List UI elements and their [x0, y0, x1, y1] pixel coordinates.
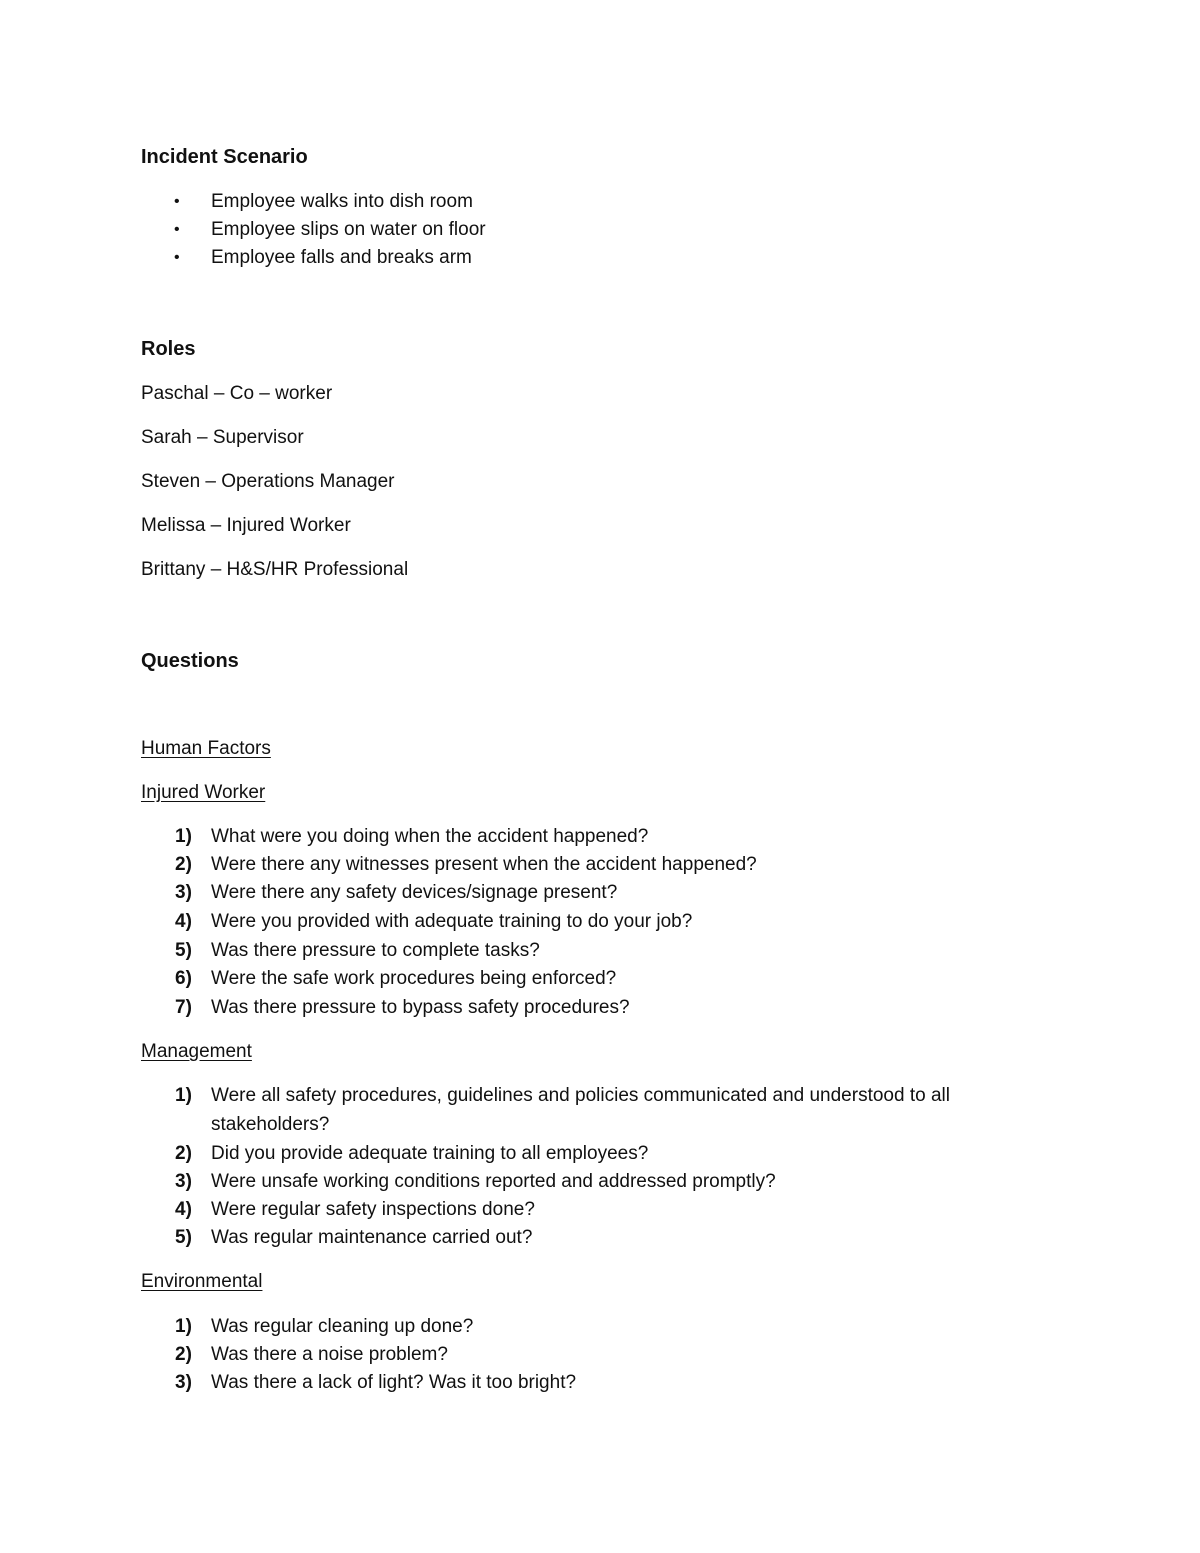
list-number: 2): [175, 1344, 192, 1365]
list-number: 2): [175, 854, 192, 875]
human-factors-label: Human Factors: [141, 738, 271, 759]
injured-worker-question: Were there any safety devices/signage present?: [211, 882, 618, 903]
list-number: 5): [175, 940, 192, 961]
list-number: 3): [175, 1372, 192, 1393]
incident-item: Employee falls and breaks arm: [211, 247, 472, 268]
management-question: Did you provide adequate training to all employees?: [211, 1143, 649, 1164]
list-number: 6): [175, 968, 192, 989]
injured-worker-question: Were the safe work procedures being enforced?: [211, 968, 617, 989]
injured-worker-question: What were you doing when the accident happened?: [211, 826, 649, 847]
management-question: Were unsafe working conditions reported and addressed promptly?: [211, 1171, 776, 1192]
bullet-icon: •: [174, 249, 180, 266]
roles-heading: Roles: [141, 338, 196, 360]
list-number: 5): [175, 1227, 192, 1248]
injured-worker-question: Was there pressure to bypass safety procedures?: [211, 997, 630, 1018]
list-number: 4): [175, 911, 192, 932]
incident-item: Employee walks into dish room: [211, 191, 473, 212]
bullet-icon: •: [174, 193, 180, 210]
management-question: Was regular maintenance carried out?: [211, 1227, 533, 1248]
list-number: 3): [175, 1171, 192, 1192]
list-number: 2): [175, 1143, 192, 1164]
environmental-label: Environmental: [141, 1271, 263, 1292]
bullet-icon: •: [174, 221, 180, 238]
list-number: 1): [175, 1316, 192, 1337]
list-number: 1): [175, 826, 192, 847]
role-item: Paschal – Co – worker: [141, 383, 333, 404]
role-item: Melissa – Injured Worker: [141, 515, 351, 536]
incident-scenario-heading: Incident Scenario: [141, 146, 308, 168]
incident-item: Employee slips on water on floor: [211, 219, 486, 240]
environmental-question: Was there a lack of light? Was it too bright?: [211, 1372, 577, 1393]
role-item: Sarah – Supervisor: [141, 427, 304, 448]
injured-worker-question: Were you provided with adequate training to do your job?: [211, 911, 693, 932]
role-item: Steven – Operations Manager: [141, 471, 395, 492]
injured-worker-label: Injured Worker: [141, 782, 266, 803]
injured-worker-question: Were there any witnesses present when the accident happened?: [211, 854, 757, 875]
list-number: 3): [175, 882, 192, 903]
list-number: 1): [175, 1085, 192, 1106]
management-question: Were regular safety inspections done?: [211, 1199, 535, 1220]
management-question-continued: stakeholders?: [211, 1114, 330, 1135]
questions-heading: Questions: [141, 650, 239, 672]
management-label: Management: [141, 1041, 252, 1062]
role-item: Brittany – H&S/HR Professional: [141, 559, 409, 580]
environmental-question: Was regular cleaning up done?: [211, 1316, 474, 1337]
management-question: Were all safety procedures, guidelines and policies communicated and understood to all: [211, 1085, 950, 1106]
environmental-question: Was there a noise problem?: [211, 1344, 448, 1365]
list-number: 7): [175, 997, 192, 1018]
list-number: 4): [175, 1199, 192, 1220]
injured-worker-question: Was there pressure to complete tasks?: [211, 940, 540, 961]
